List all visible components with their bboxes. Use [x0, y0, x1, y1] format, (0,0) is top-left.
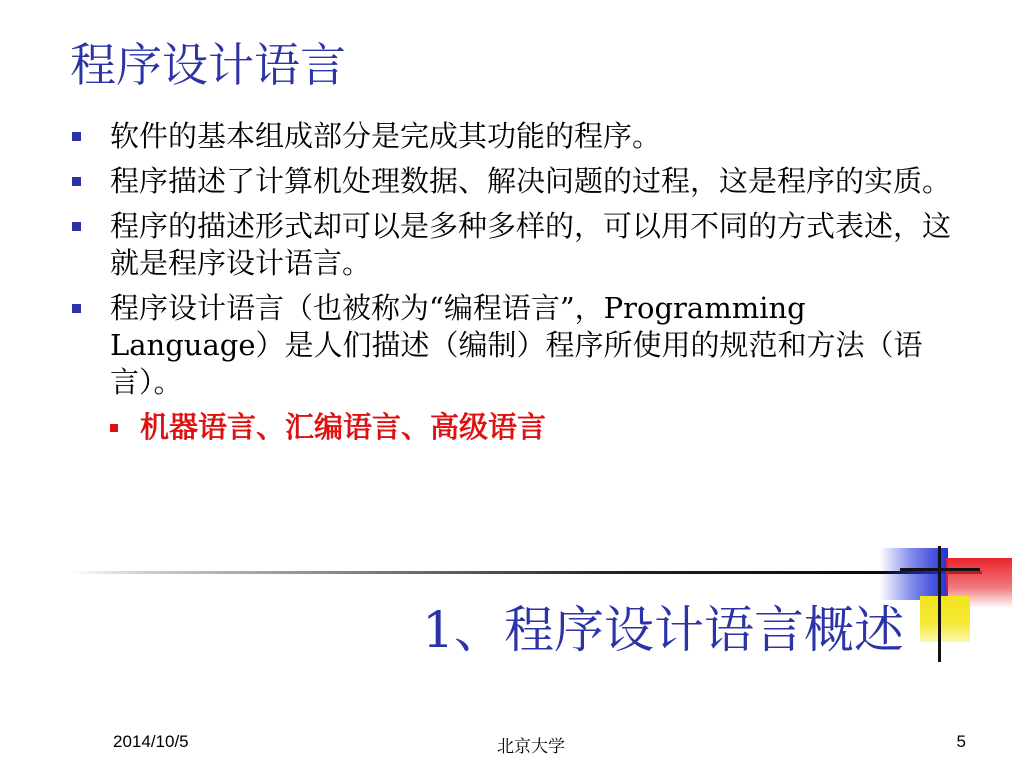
decorative-yellow-block — [920, 596, 970, 642]
bullet-text: 程序的描述形式却可以是多种多样的，可以用不同的方式表述，这就是程序设计语言。 — [110, 209, 952, 280]
footer-organization: 北京大学 — [497, 737, 565, 756]
decorative-vertical-line — [938, 546, 941, 662]
square-bullet-icon — [72, 177, 81, 186]
bullet-item — [72, 290, 952, 401]
bullet-text: 程序设计语言（也被称为“编程语言”，Programming Language）是人们描述（编制）程序所使用的规范和方法（语言）。 — [110, 291, 923, 399]
bullet-text: 软件的基本组成部分是完成其功能的程序。 — [110, 119, 662, 153]
square-bullet-icon — [110, 424, 118, 432]
bullet-list — [72, 118, 952, 454]
square-bullet-icon — [72, 132, 81, 141]
sub-bullet-text: 机器语言、汇编语言、高级语言 — [140, 410, 547, 444]
square-bullet-icon — [72, 222, 81, 231]
bullet-item — [72, 208, 952, 282]
sub-bullet-item — [110, 409, 952, 446]
page-number: 5 — [956, 732, 966, 751]
footer-date: 2014/10/5 — [113, 732, 189, 751]
bullet-item — [72, 163, 952, 200]
bullet-text: 程序描述了计算机处理数据、解决问题的过程，这是程序的实质。 — [110, 164, 952, 198]
slide-title: 程序设计语言 — [70, 38, 346, 92]
bullet-item — [72, 118, 952, 155]
divider-line — [70, 571, 982, 574]
square-bullet-icon — [72, 304, 81, 313]
section-title: 1、程序设计语言概述 — [422, 601, 904, 659]
